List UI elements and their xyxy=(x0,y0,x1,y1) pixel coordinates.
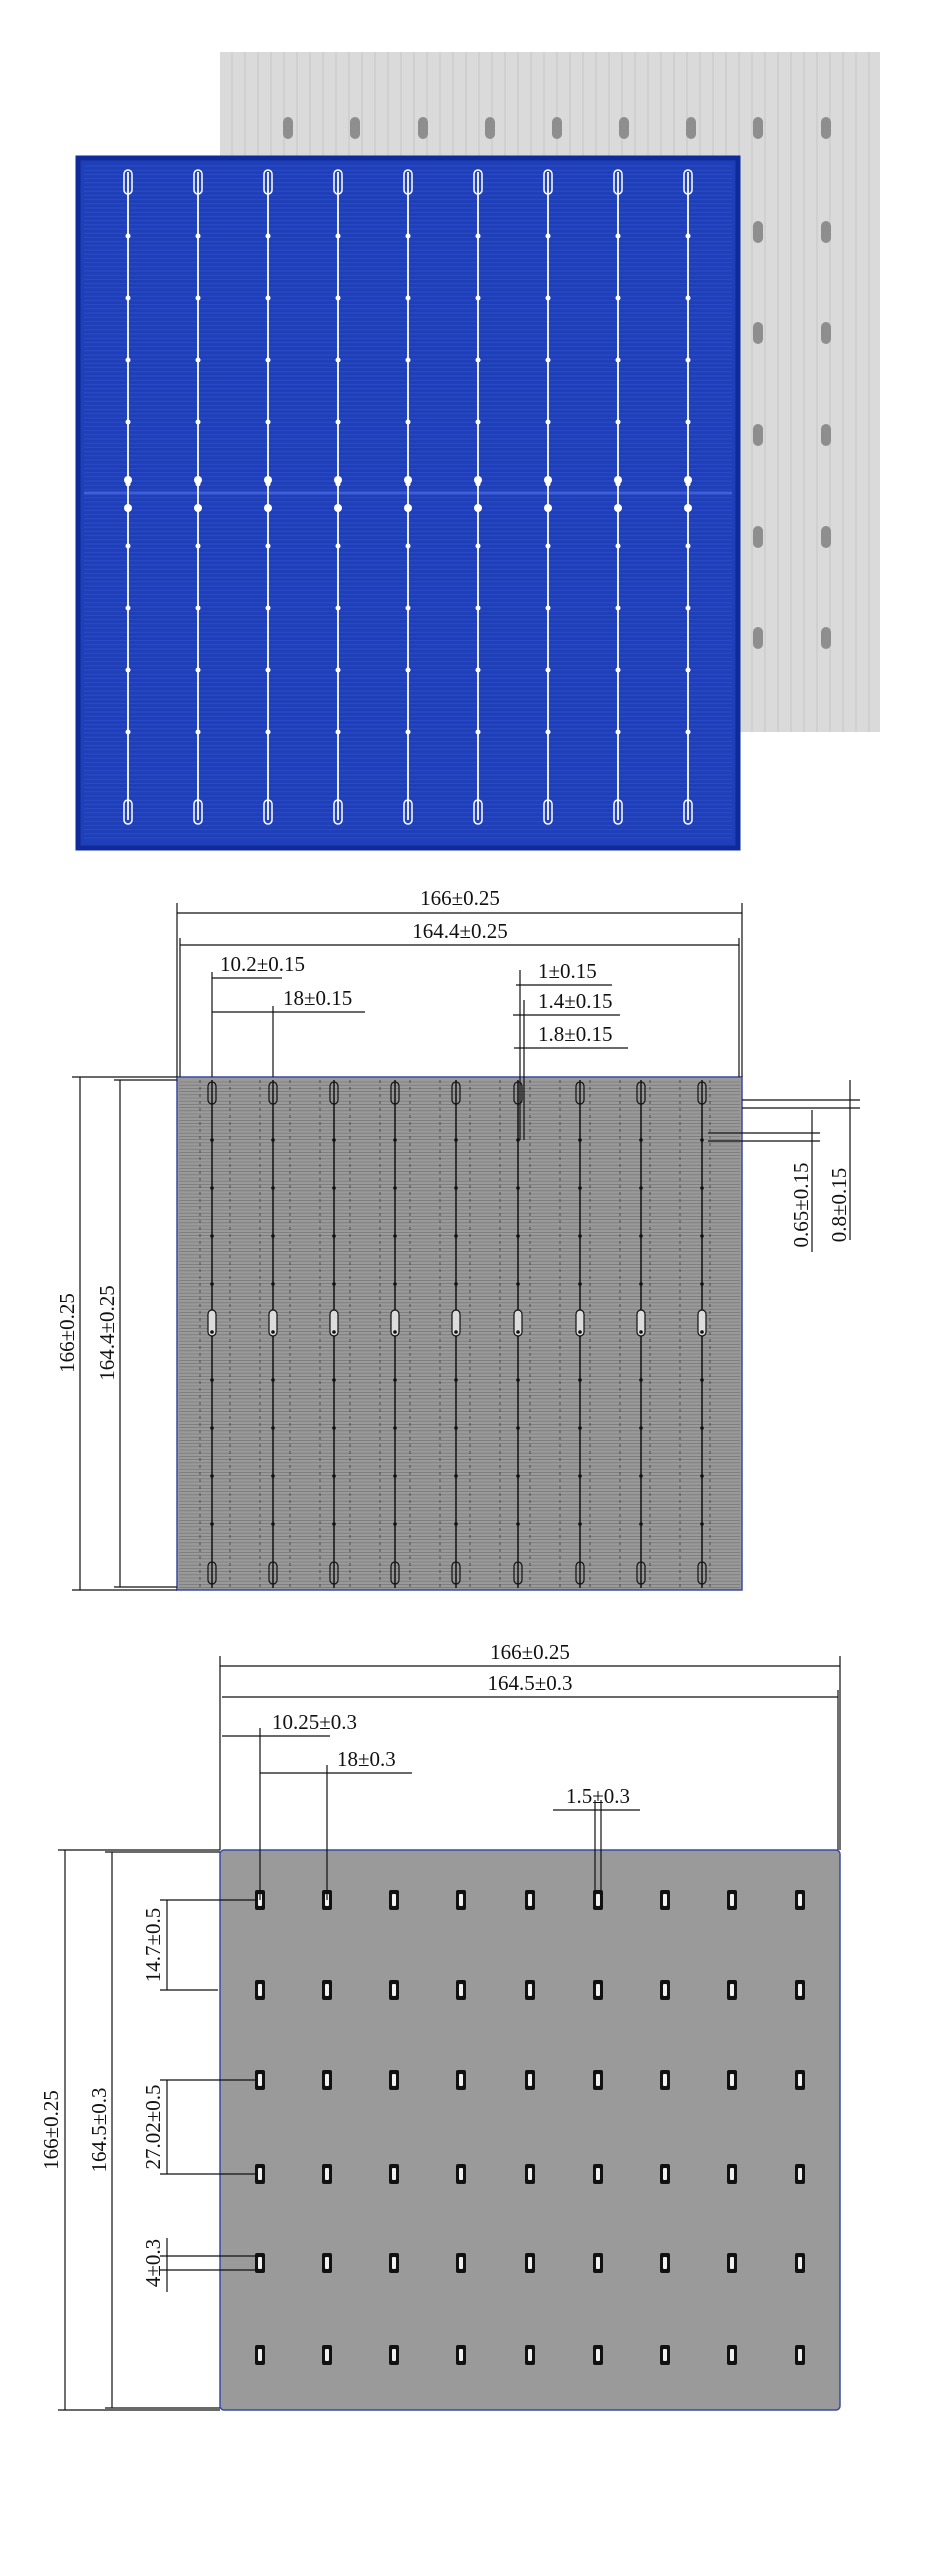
back-drawing-pad-inner xyxy=(596,2074,600,2086)
front-cell-dot xyxy=(196,544,201,549)
front-dimension-drawing xyxy=(55,886,860,1590)
front-cell-dot xyxy=(476,234,481,239)
front-cell-dot xyxy=(126,296,131,301)
front-cell-dot xyxy=(196,358,201,363)
back-dimension-drawing xyxy=(39,1640,840,2410)
front-drawing-dot xyxy=(210,1474,214,1478)
back-drawing-pad-inner xyxy=(596,1984,600,1996)
back-drawing-pad-inner xyxy=(392,2257,396,2269)
front-drawing-dot xyxy=(271,1522,275,1526)
front-cell-dot xyxy=(406,606,411,611)
rear-cell-pad xyxy=(821,117,831,139)
front-drawing-dot xyxy=(516,1522,520,1526)
front-drawing-dot xyxy=(332,1474,336,1478)
front-drawing-dot xyxy=(578,1282,582,1286)
front-cell-dot xyxy=(126,730,131,735)
front-drawing-dot xyxy=(578,1186,582,1190)
rear-cell-pad xyxy=(821,526,831,548)
front-cell-dot xyxy=(406,544,411,549)
front-drawing-dot xyxy=(393,1474,397,1478)
front-drawing-dot xyxy=(210,1522,214,1526)
rear-cell-pad xyxy=(821,221,831,243)
front-cell-dot xyxy=(334,504,342,512)
back-drawing-pad-inner xyxy=(730,2349,734,2361)
back-drawing-pad-inner xyxy=(258,2074,262,2086)
front-drawing-dot xyxy=(516,1378,520,1382)
front-drawing-dot xyxy=(639,1186,643,1190)
front-cell-dot xyxy=(476,358,481,363)
front-cell-dot xyxy=(194,476,202,484)
front-drawing-dot xyxy=(454,1138,458,1142)
front-drawing-dot xyxy=(454,1234,458,1238)
front-drawing-dot xyxy=(700,1282,704,1286)
front-cell-dot xyxy=(616,668,621,673)
back-drawing-pad-inner xyxy=(459,2257,463,2269)
back-drawing-pad-inner xyxy=(730,2257,734,2269)
front-cell-dot xyxy=(686,668,691,673)
front-cell-dot xyxy=(266,668,271,673)
front-drawing-dot xyxy=(516,1282,520,1286)
front-cell-dot xyxy=(266,296,271,301)
front-drawing-dot xyxy=(210,1234,214,1238)
front-cell-dot xyxy=(616,606,621,611)
front-cell-dot xyxy=(476,668,481,673)
front-cell-dot xyxy=(336,606,341,611)
front-drawing-dot xyxy=(639,1234,643,1238)
back-drawing-pad-inner xyxy=(459,2074,463,2086)
front-drawing-dot xyxy=(639,1474,643,1478)
back-drawing-pad-inner xyxy=(730,1984,734,1996)
back-drawing-pad-inner xyxy=(258,2349,262,2361)
rear-cell-pad xyxy=(552,117,562,139)
front-drawing-dot xyxy=(516,1426,520,1430)
front-cell-dot xyxy=(476,420,481,425)
front-drawing-dot xyxy=(700,1378,704,1382)
front-drawing-dot xyxy=(332,1426,336,1430)
front-cell-dot xyxy=(546,420,551,425)
back-pad-pitch-label: 18±0.3 xyxy=(337,1747,396,1771)
rear-cell-pad xyxy=(686,117,696,139)
front-cell-dot xyxy=(616,358,621,363)
front-drawing-dot xyxy=(393,1282,397,1286)
front-drawing-dot xyxy=(393,1378,397,1382)
back-inner-width-label: 164.5±0.3 xyxy=(487,1671,573,1695)
rear-cell-pad xyxy=(821,322,831,344)
front-cell-dot xyxy=(126,420,131,425)
front-cell-dot xyxy=(614,504,622,512)
front-drawing-dot xyxy=(516,1186,520,1190)
front-inner-width-label: 164.4±0.25 xyxy=(412,919,508,943)
back-drawing-pad-inner xyxy=(392,2349,396,2361)
front-cell-dot xyxy=(686,296,691,301)
front-drawing-dot xyxy=(393,1138,397,1142)
front-drawing-dot xyxy=(700,1186,704,1190)
front-drawing-dot xyxy=(454,1522,458,1526)
front-cell-dot xyxy=(616,730,621,735)
front-cell-dot xyxy=(266,544,271,549)
front-cell-dot xyxy=(476,606,481,611)
front-cell-dot xyxy=(336,420,341,425)
front-cell-dot xyxy=(684,476,692,484)
front-cell-dot xyxy=(124,504,132,512)
front-drawing-dot xyxy=(393,1186,397,1190)
back-drawing-cell xyxy=(220,1850,840,2410)
back-drawing-pad-inner xyxy=(663,1894,667,1906)
rear-cell-pad xyxy=(753,117,763,139)
front-cell-dot xyxy=(614,476,622,484)
back-drawing-pad-inner xyxy=(798,2074,802,2086)
back-drawing-pad-inner xyxy=(528,1984,532,1996)
rear-cell-pad xyxy=(753,627,763,649)
front-drawing-dot xyxy=(578,1474,582,1478)
front-cell-dot xyxy=(686,544,691,549)
front-drawing-dot xyxy=(332,1522,336,1526)
front-cell-dot xyxy=(264,504,272,512)
front-drawing-dot xyxy=(516,1138,520,1142)
front-cell-dot xyxy=(334,476,342,484)
front-cell-dot xyxy=(196,296,201,301)
back-drawing-pad-inner xyxy=(798,1894,802,1906)
back-drawing-pad-inner xyxy=(392,2074,396,2086)
front-drawing-dot xyxy=(454,1378,458,1382)
back-drawing-pad-inner xyxy=(528,2074,532,2086)
front-cell-dot xyxy=(546,668,551,673)
front-drawing-dot xyxy=(393,1234,397,1238)
back-outer-width-label: 166±0.25 xyxy=(490,1640,570,1664)
front-drawing-dot xyxy=(454,1282,458,1286)
front-drawing-dot xyxy=(332,1378,336,1382)
front-cell-dot xyxy=(616,296,621,301)
front-drawing-dot xyxy=(700,1138,704,1142)
front-drawing-dot xyxy=(210,1186,214,1190)
rear-cell-pad xyxy=(753,424,763,446)
front-drawing-dot xyxy=(578,1330,582,1334)
back-pad-width-label: 1.5±0.3 xyxy=(565,1784,631,1808)
back-drawing-pad-inner xyxy=(459,1894,463,1906)
back-row-pitch-label: 27.02±0.5 xyxy=(141,2084,165,2170)
back-drawing-pad-inner xyxy=(596,2349,600,2361)
front-cell-dot xyxy=(336,668,341,673)
front-drawing-dot xyxy=(210,1378,214,1382)
rear-cell-pad xyxy=(619,117,629,139)
front-cell-dot xyxy=(684,504,692,512)
front-cell-dot xyxy=(406,668,411,673)
front-cell-dot xyxy=(406,358,411,363)
back-drawing-pad-inner xyxy=(325,2074,329,2086)
front-cell-dot xyxy=(546,544,551,549)
front-cell-dot xyxy=(126,606,131,611)
front-drawing-dot xyxy=(639,1426,643,1430)
front-drawing-dot xyxy=(454,1426,458,1430)
front-drawing-dot xyxy=(332,1330,336,1334)
back-drawing-pad-inner xyxy=(325,2168,329,2180)
front-drawing-dot xyxy=(393,1522,397,1526)
front-drawing-dot xyxy=(332,1138,336,1142)
back-drawing-pad-inner xyxy=(663,2257,667,2269)
front-cell-dot xyxy=(546,606,551,611)
rear-cell-pad xyxy=(283,117,293,139)
front-cell-dot xyxy=(126,544,131,549)
front-cell-dot xyxy=(544,504,552,512)
front-cell-dot xyxy=(686,606,691,611)
back-drawing-pad-inner xyxy=(596,2168,600,2180)
back-outer-height-label: 166±0.25 xyxy=(39,2090,63,2170)
front-cell-dot xyxy=(196,730,201,735)
front-drawing-dot xyxy=(700,1474,704,1478)
front-drawing-dot xyxy=(271,1282,275,1286)
front-cell-dot xyxy=(124,476,132,484)
front-drawing-dot xyxy=(578,1378,582,1382)
front-cell-dot xyxy=(476,730,481,735)
front-cell-dot xyxy=(126,234,131,239)
front-cell-dot xyxy=(336,296,341,301)
front-cell-dot xyxy=(404,476,412,484)
front-drawing-dot xyxy=(210,1426,214,1430)
front-drawing-dot xyxy=(700,1234,704,1238)
front-cell-dot xyxy=(264,476,272,484)
back-drawing-pad-inner xyxy=(798,1984,802,1996)
front-drawing-dot xyxy=(271,1234,275,1238)
front-cell-dot xyxy=(194,504,202,512)
front-drawing-dot xyxy=(700,1330,704,1334)
front-pad-a-label: 1±0.15 xyxy=(538,959,597,983)
front-drawing-dot xyxy=(271,1330,275,1334)
front-drawing-dot xyxy=(578,1138,582,1142)
front-cell-dot xyxy=(686,420,691,425)
back-pad-length-label: 4±0.3 xyxy=(141,2238,165,2288)
back-drawing-pad-inner xyxy=(730,2074,734,2086)
rear-cell-pad xyxy=(485,117,495,139)
back-drawing-pad-inner xyxy=(798,2349,802,2361)
back-drawing-pad-inner xyxy=(459,2349,463,2361)
front-drawing-dot xyxy=(700,1426,704,1430)
front-drawing-dot xyxy=(639,1522,643,1526)
front-cell-dot xyxy=(266,420,271,425)
back-drawing-pad-inner xyxy=(596,1894,600,1906)
back-drawing-pad-inner xyxy=(258,1984,262,1996)
front-cell-dot xyxy=(266,358,271,363)
front-outer-height-label: 166±0.25 xyxy=(55,1293,79,1373)
back-drawing-pad-inner xyxy=(258,2168,262,2180)
rear-cell-pad xyxy=(418,117,428,139)
front-cell-dot xyxy=(406,296,411,301)
front-drawing-dot xyxy=(271,1186,275,1190)
back-drawing-pad-inner xyxy=(258,2257,262,2269)
front-pad-b-label: 1.4±0.15 xyxy=(538,989,613,1013)
back-drawing-pad-inner xyxy=(730,2168,734,2180)
front-cell-dot xyxy=(546,296,551,301)
front-drawing-dot xyxy=(271,1378,275,1382)
back-drawing-pad-inner xyxy=(459,2168,463,2180)
front-drawing-dot xyxy=(393,1330,397,1334)
front-busbar-offset-label: 10.2±0.15 xyxy=(220,952,306,976)
back-drawing-pad-inner xyxy=(528,2168,532,2180)
front-drawing-dot xyxy=(271,1138,275,1142)
front-cell-dot xyxy=(406,730,411,735)
front-inner-height-label: 164.4±0.25 xyxy=(95,1285,119,1381)
front-cell-dot xyxy=(266,730,271,735)
back-drawing-pad-inner xyxy=(663,2074,667,2086)
front-cell-dot xyxy=(686,234,691,239)
front-cell-dot xyxy=(476,296,481,301)
front-drawing-dot xyxy=(210,1138,214,1142)
front-cell-dot xyxy=(546,358,551,363)
front-drawing-dot xyxy=(516,1474,520,1478)
front-drawing-dot xyxy=(332,1186,336,1190)
back-drawing-pad-inner xyxy=(663,1984,667,1996)
front-cell-dot xyxy=(336,358,341,363)
back-inner-height-label: 164.5±0.3 xyxy=(87,2087,111,2173)
front-cell-dot xyxy=(196,234,201,239)
front-cell-dot xyxy=(196,606,201,611)
back-drawing-pad-inner xyxy=(798,2257,802,2269)
rear-cell-pad xyxy=(350,117,360,139)
back-drawing-pad-inner xyxy=(798,2168,802,2180)
front-drawing-dot xyxy=(639,1138,643,1142)
front-cell-dot xyxy=(406,420,411,425)
back-drawing-pad-inner xyxy=(325,1984,329,1996)
front-drawing-dot xyxy=(700,1522,704,1526)
back-drawing-pad-inner xyxy=(528,2349,532,2361)
product-illustration xyxy=(78,52,880,848)
front-cell-dot xyxy=(196,668,201,673)
front-drawing-dot xyxy=(454,1330,458,1334)
back-drawing-pad-inner xyxy=(392,1984,396,1996)
back-drawing-pad-inner xyxy=(325,2257,329,2269)
front-cell-dot xyxy=(196,420,201,425)
front-cell-dot xyxy=(546,234,551,239)
back-drawing-pad-inner xyxy=(392,1894,396,1906)
front-cell-dot xyxy=(686,730,691,735)
back-drawing-pad-inner xyxy=(528,1894,532,1906)
back-drawing-pad-inner xyxy=(663,2349,667,2361)
front-cell-dot xyxy=(266,234,271,239)
front-busbar-pitch-label: 18±0.15 xyxy=(283,986,353,1010)
back-drawing-pad-inner xyxy=(596,2257,600,2269)
front-cell-dot xyxy=(266,606,271,611)
front-cell-dot xyxy=(126,668,131,673)
front-drawing-dot xyxy=(454,1186,458,1190)
front-drawing-dot xyxy=(210,1330,214,1334)
front-cell-dot xyxy=(404,504,412,512)
front-cell-dot xyxy=(544,476,552,484)
back-drawing-pad-inner xyxy=(325,2349,329,2361)
front-drawing-dot xyxy=(639,1378,643,1382)
front-drawing-dot xyxy=(332,1234,336,1238)
front-drawing-dot xyxy=(516,1330,520,1334)
back-drawing-pad-inner xyxy=(730,1894,734,1906)
front-cell-dot xyxy=(336,730,341,735)
back-drawing-pad-inner xyxy=(528,2257,532,2269)
front-drawing-dot xyxy=(271,1426,275,1430)
front-drawing-dot xyxy=(332,1282,336,1286)
front-finger-b-label: 0.8±0.15 xyxy=(827,1167,851,1243)
front-cell-dot xyxy=(336,544,341,549)
front-pad-c-label: 1.8±0.15 xyxy=(538,1022,613,1046)
front-cell-dot xyxy=(546,730,551,735)
front-outer-width-label: 166±0.25 xyxy=(420,886,500,910)
front-drawing-dot xyxy=(393,1426,397,1430)
front-finger-a-label: 0.65±0.15 xyxy=(789,1162,813,1248)
front-drawing-dot xyxy=(210,1282,214,1286)
front-cell-dot xyxy=(474,476,482,484)
rear-cell-pad xyxy=(753,322,763,344)
front-cell-dot xyxy=(616,234,621,239)
front-drawing-dot xyxy=(516,1234,520,1238)
front-drawing-dot xyxy=(639,1330,643,1334)
front-drawing-dot xyxy=(639,1282,643,1286)
rear-cell-pad xyxy=(753,526,763,548)
rear-cell-pad xyxy=(753,221,763,243)
front-drawing-dot xyxy=(578,1522,582,1526)
front-cell-dot xyxy=(616,420,621,425)
front-drawing-dot xyxy=(454,1474,458,1478)
front-drawing-dot xyxy=(578,1234,582,1238)
back-drawing-pad-inner xyxy=(459,1984,463,1996)
back-pad-offset-label: 10.25±0.3 xyxy=(272,1710,358,1734)
rear-cell-pad xyxy=(821,424,831,446)
front-drawing-dot xyxy=(578,1426,582,1430)
front-cell-dot xyxy=(474,504,482,512)
front-cell-dot xyxy=(686,358,691,363)
front-cell-dot xyxy=(616,544,621,549)
back-drawing-pad-inner xyxy=(392,2168,396,2180)
front-cell-dot xyxy=(476,544,481,549)
front-cell-dot xyxy=(336,234,341,239)
back-first-row-label: 14.7±0.5 xyxy=(141,1907,165,1983)
rear-cell-pad xyxy=(821,627,831,649)
front-cell-dot xyxy=(126,358,131,363)
front-drawing-dot xyxy=(271,1474,275,1478)
back-drawing-pad-inner xyxy=(663,2168,667,2180)
front-cell-dot xyxy=(406,234,411,239)
